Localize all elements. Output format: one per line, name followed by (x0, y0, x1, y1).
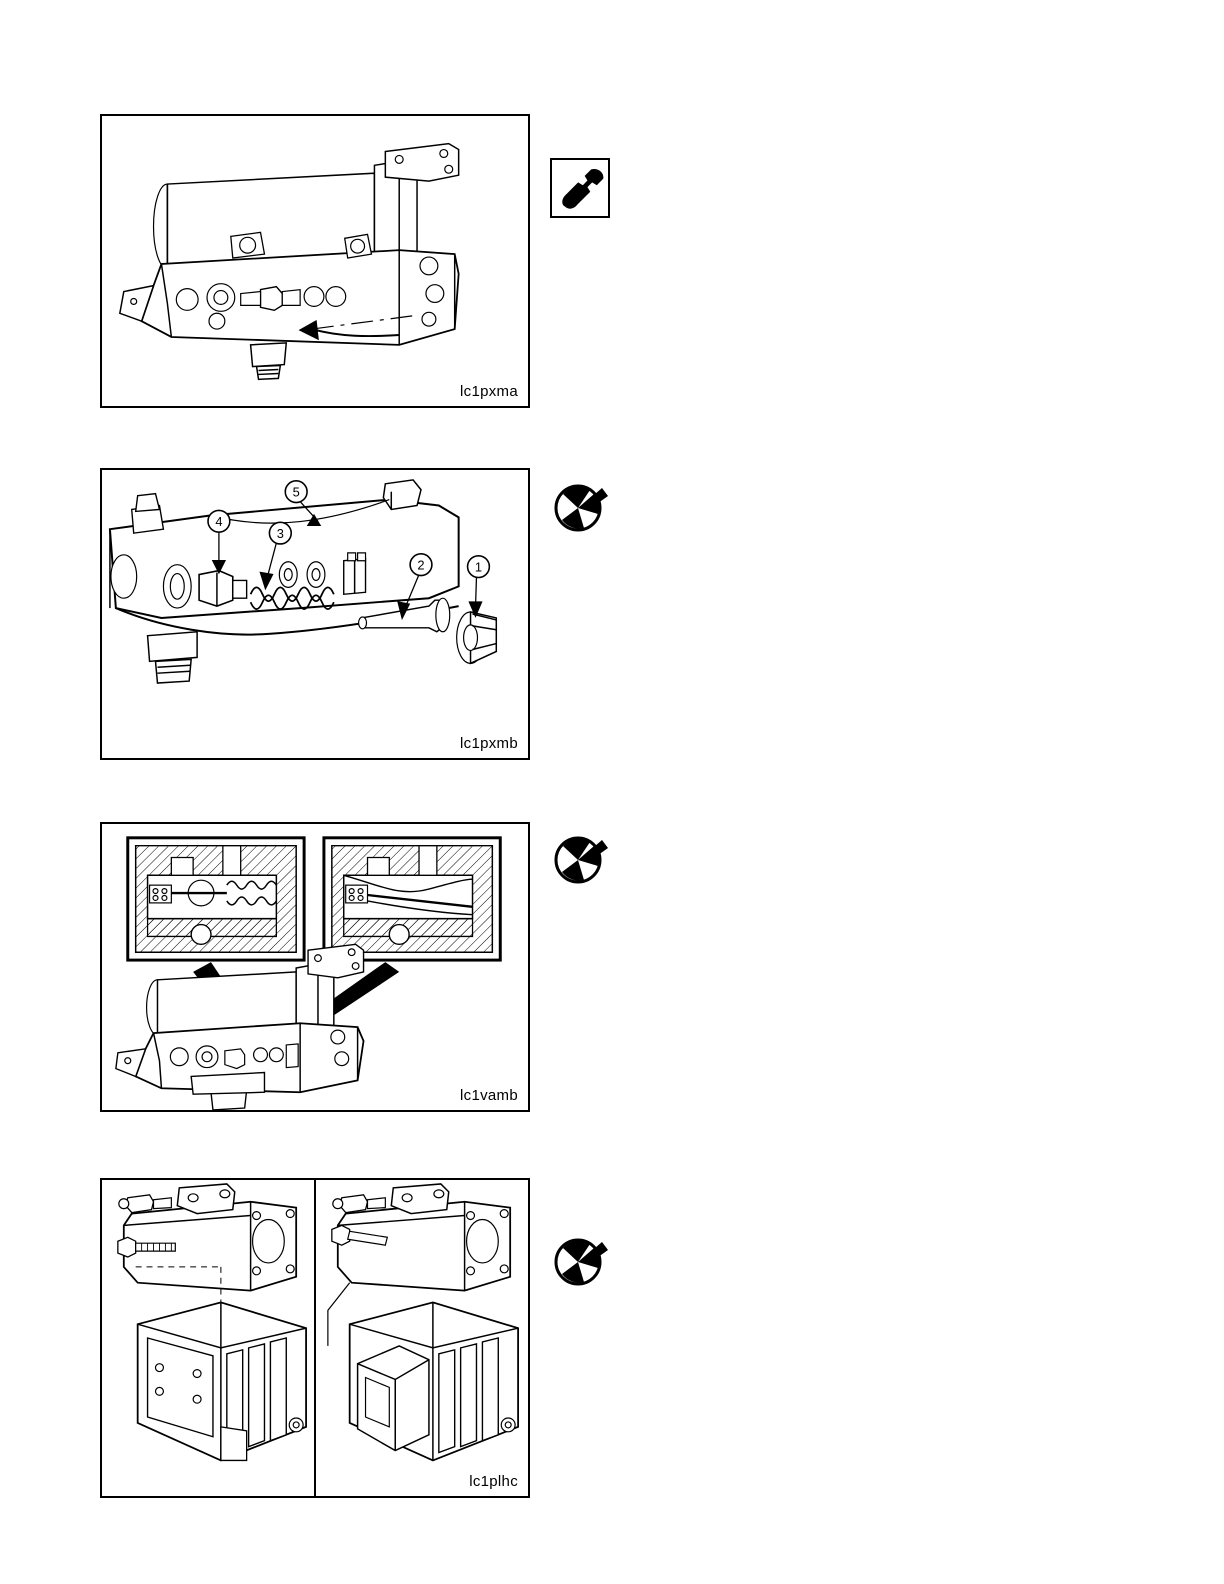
wrench-icon (550, 158, 610, 218)
figure-1-drawing (102, 116, 528, 406)
inspect-wheel-icon-4 (550, 1232, 610, 1292)
figure-1 (100, 114, 530, 408)
figure-2-drawing (102, 470, 528, 758)
inspect-wheel-icon-4-glyph (550, 1232, 610, 1292)
figure-3-inset-right (324, 838, 500, 960)
figure-2 (100, 468, 530, 760)
svg-text:2: 2 (417, 557, 425, 573)
inspect-wheel-icon-2 (550, 478, 610, 538)
inspect-wheel-icon-2-glyph (550, 478, 610, 538)
figure-4-panel-right (328, 1184, 518, 1461)
figure-4 (100, 1178, 530, 1498)
figure-3-caption: lc1vamb (460, 1087, 518, 1104)
figure-3-inset-left (128, 838, 304, 960)
inspect-wheel-icon-3 (550, 830, 610, 890)
wrench-icon-glyph (552, 160, 608, 216)
inspect-wheel-icon-3-glyph (550, 830, 610, 890)
figure-4-drawing (102, 1180, 528, 1496)
figure-4-panel-left (118, 1184, 306, 1461)
figure-4-caption: lc1plhc (469, 1473, 518, 1490)
figure-3-drawing (102, 824, 528, 1110)
svg-text:5: 5 (292, 484, 300, 500)
figure-3 (100, 822, 530, 1112)
figure-2-caption: lc1pxmb (460, 735, 518, 752)
svg-text:1: 1 (474, 559, 483, 575)
figure-1-caption: lc1pxma (460, 383, 518, 400)
svg-text:4: 4 (215, 514, 223, 530)
svg-text:3: 3 (276, 526, 284, 542)
